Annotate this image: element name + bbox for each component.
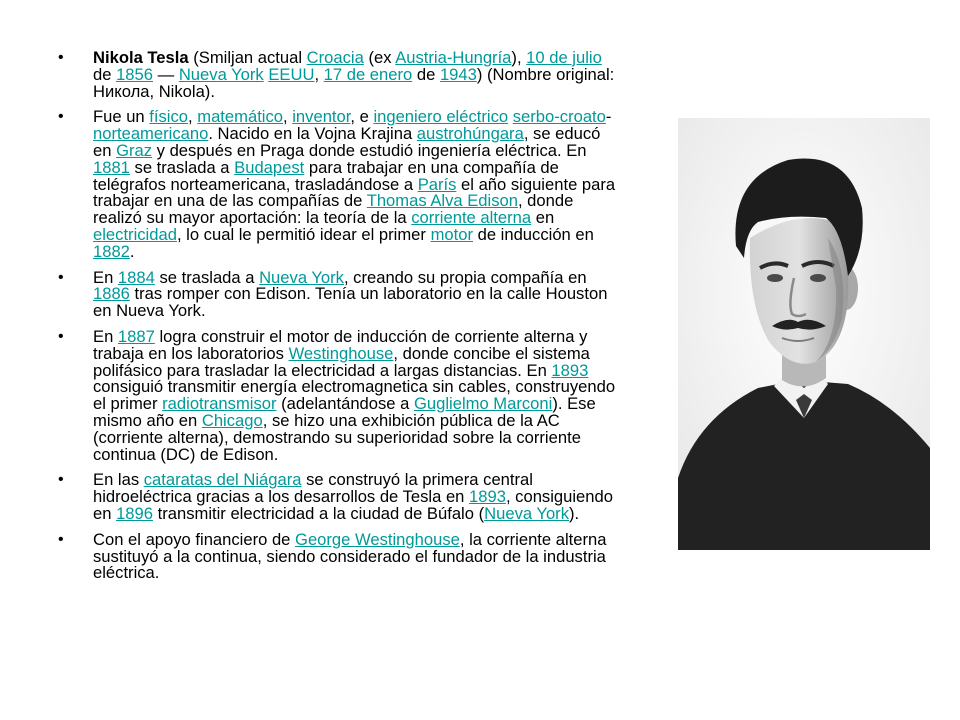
text-link[interactable]: 10 de julio [526,48,602,67]
text-link[interactable]: 1856 [116,64,153,84]
bold-name: Nikola Tesla [93,48,189,67]
body-text: de inducción en [472,224,594,244]
text-link[interactable]: matemático [197,107,284,127]
text-link[interactable]: serbo-croato [512,107,606,127]
text-link[interactable]: Chicago [201,410,263,430]
bullet-item [58,529,623,583]
text-link[interactable]: radiotransmisor [162,394,277,414]
body-text: se traslada a [154,267,260,287]
body-text: logra construir el motor de inducción de corriente alterna y trabaja en los laboratorios [93,326,588,363]
text-link[interactable]: 1887 [117,326,155,346]
body-text: Con el apoyo financiero de [93,529,296,549]
body-text: , creando su propia compañía en [343,267,587,287]
body-text: , [314,64,324,84]
text-link[interactable]: 1896 [116,503,153,523]
bullet-item [58,326,623,464]
text-link[interactable]: motor [430,224,473,244]
text-link[interactable]: Austria-Hungría [395,48,512,67]
text-link[interactable]: Croacia [306,48,364,67]
text-link[interactable]: George Westinghouse [295,529,460,549]
text-link[interactable]: físico [149,107,189,127]
body-text: En las [93,470,144,490]
body-text: . [129,241,135,261]
bullet-item [58,267,623,321]
body-text: , la corriente alterna sustituyó a la continua, siendo considerado el fundador de la industria eléctrica. [93,529,607,583]
text-link[interactable]: París [417,174,457,194]
text-link[interactable]: cataratas del Niágara [143,470,302,490]
body-text: tras romper con Edison. Tenía un laboratorio en la calle Houston en Nueva York. [93,284,608,321]
body-text: de [412,64,440,84]
body-text: ), [511,48,527,67]
text-link[interactable]: 1882 [93,241,130,261]
body-text: y después en Praga donde estudió ingeniería eléctrica. En [152,140,587,160]
body-text: , e [350,107,374,127]
body-text: , se hizo una exhibición pública de la AC (corriente alterna), demostrando su superioridad sobre la corriente continua (DC) de Edison. [93,410,581,464]
body-text: En [93,326,118,346]
bullet-marker: • [58,471,64,489]
bullet-marker: • [58,530,64,548]
body-text: , [188,107,198,127]
body-text: en [531,208,555,228]
text-link[interactable]: 1893 [469,487,506,507]
body-text: transmitir electricidad a la ciudad de Búfalo ( [153,503,485,523]
body-text: ) (Nombre original: Никола, Nikola). [93,64,615,101]
text-link[interactable]: Guglielmo Marconi [413,394,553,414]
body-text: , donde concibe el sistema polifásico para trasladar la electricidad a largas distancias. En [93,343,590,380]
bullet-item [58,472,623,522]
text-link[interactable]: Nueva York [178,64,264,84]
body-text: , se educó en [93,124,601,160]
bullet-item [58,50,623,100]
text-link[interactable]: Budapest [234,157,305,177]
body-text: . Nacido en la Vojna Krajina [208,124,417,144]
text-link[interactable]: Thomas Alva Edison [366,191,518,211]
text-link[interactable]: electricidad [93,224,177,244]
body-text: de [93,64,117,84]
body-text: (adelantándose a [276,394,414,414]
body-text: para trabajar en una compañía de telégrafos norteamericana, trasladándose a [93,157,559,194]
body-text: , [283,107,293,127]
text-link[interactable]: corriente alterna [411,208,532,228]
body-text: consiguió transmitir energía electromagnetica sin cables, construyendo el primer [93,377,616,414]
text-link[interactable]: 1881 [93,157,130,177]
body-text: se construyó la primera central hidroeléctrica gracias a los desarrollos de Tesla en [93,470,533,507]
text-link[interactable]: 1893 [551,360,589,380]
body-text: (ex [363,48,396,67]
text-link[interactable]: Graz [116,140,153,160]
text-link[interactable]: austrohúngara [416,124,524,144]
body-text: — [153,64,179,84]
text-link[interactable]: Nueva York [484,503,569,523]
text-link[interactable]: norteamericano [93,124,209,144]
bullet-marker: • [58,49,64,66]
body-text: el año siguiente para trabajar en una de las compañías de [93,174,616,211]
body-text: , consiguiendo en [93,487,613,523]
body-text: se traslada a [129,157,235,177]
text-link[interactable]: ingeniero eléctrico [373,107,509,127]
body-text: , donde realizó su mayor aportación: la teoría de la [93,191,574,228]
portrait-illustration [678,118,930,550]
body-text: , lo cual le permitió idear el primer [176,224,431,244]
text-link[interactable]: inventor [292,107,351,127]
bullet-marker: • [58,108,64,126]
bullet-list [58,50,623,591]
body-text: En [93,267,118,287]
body-text: ). Ese mismo año en [93,394,596,430]
portrait-photo [678,118,930,550]
text-link[interactable]: Nueva York [259,267,344,287]
body-text: (Smiljan actual [188,48,307,67]
text-link[interactable]: Westinghouse [288,343,394,363]
bullet-marker: • [58,327,64,345]
text-link[interactable]: EEUU [268,64,315,84]
bullet-item [58,109,623,260]
body-text: - [605,107,612,127]
text-link[interactable]: 1884 [117,267,155,287]
text-link[interactable]: 17 de enero [323,64,413,84]
text-link[interactable]: 1886 [93,284,130,304]
text-link[interactable]: 1943 [439,64,477,84]
body-text: ). [569,503,580,523]
body-text: Fue un [93,107,150,127]
bullet-marker: • [58,268,64,286]
